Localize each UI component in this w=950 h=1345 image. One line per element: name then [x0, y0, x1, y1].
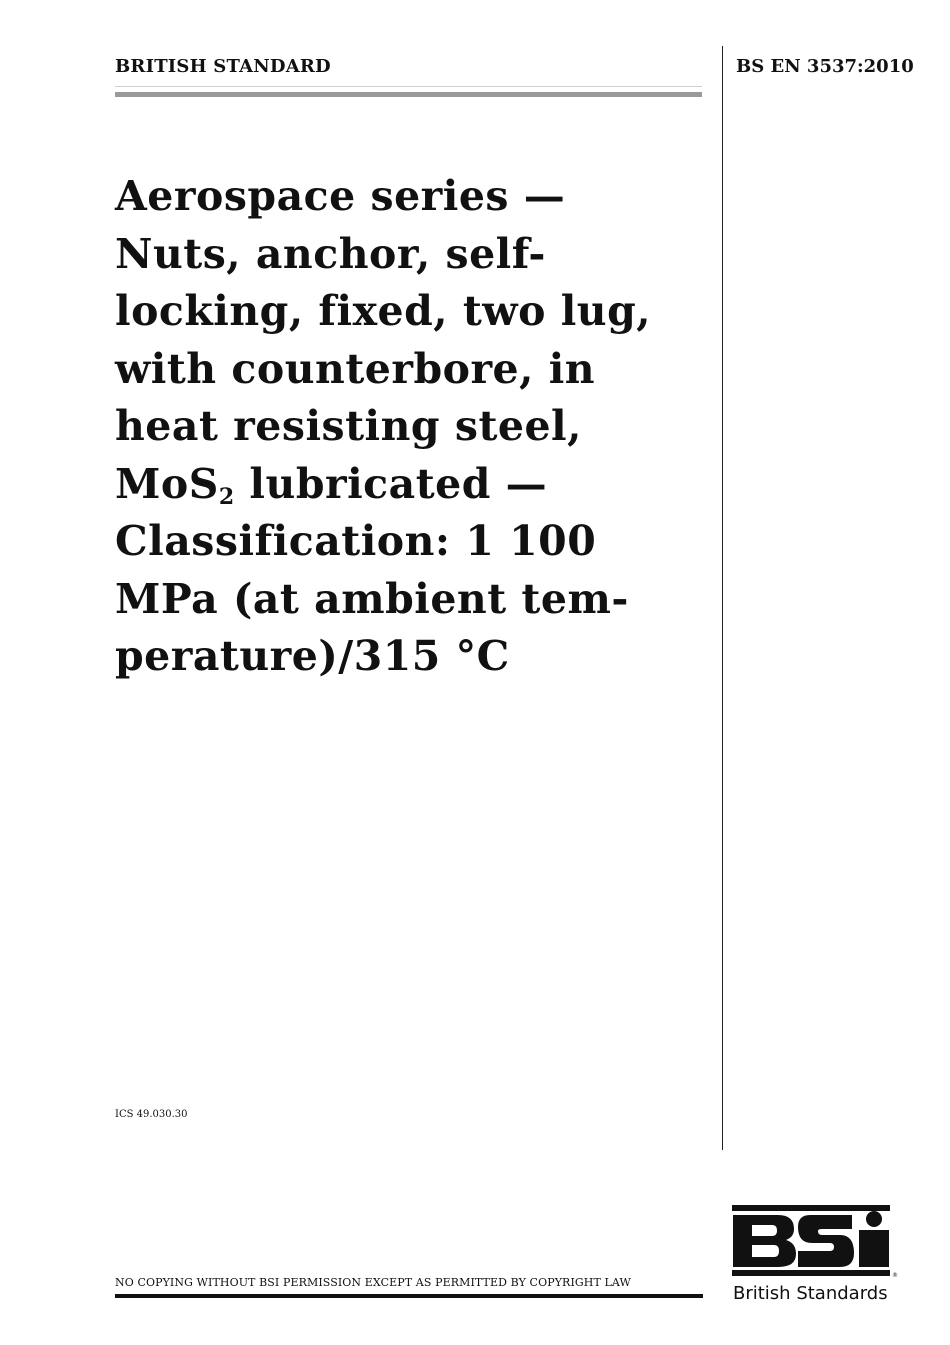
british-standards-label: British Standards — [733, 1283, 888, 1304]
bsi-logo — [732, 1205, 898, 1281]
title-line: Aerospace series — — [115, 172, 566, 220]
title-line: MPa (at ambient tem- — [115, 574, 629, 623]
bsi-logo-mark — [732, 1205, 898, 1279]
formula-suffix: lubricated — — [234, 459, 548, 508]
title-line: Nuts, anchor, self- — [115, 229, 546, 278]
vertical-divider — [722, 46, 723, 1150]
formula-subscript: 2 — [218, 483, 235, 510]
standard-number: BS EN 3537:2010 — [736, 56, 914, 77]
formula-prefix: MoS — [115, 459, 219, 508]
header-divider-thin — [115, 86, 702, 87]
title-line: heat resisting steel, — [115, 402, 582, 450]
header-divider-thick — [115, 92, 702, 97]
title-line: perature)/315 °C — [115, 632, 510, 680]
title-line: Classification: 1 100 — [115, 517, 597, 565]
title-line-formula — [115, 456, 715, 514]
title-line: locking, fixed, two lug, — [115, 287, 652, 335]
document-title — [115, 168, 715, 686]
footer-rule — [115, 1294, 703, 1298]
copyright-notice: NO COPYING WITHOUT BSI PERMISSION EXCEPT AS PERMITTED BY COPYRIGHT LAW — [115, 1276, 631, 1289]
series-label: BRITISH STANDARD — [115, 56, 331, 77]
title-line: with counterbore, in — [115, 344, 596, 393]
ics-code: ICS 49.030.30 — [115, 1109, 188, 1120]
svg-text:®: ® — [892, 1272, 898, 1279]
